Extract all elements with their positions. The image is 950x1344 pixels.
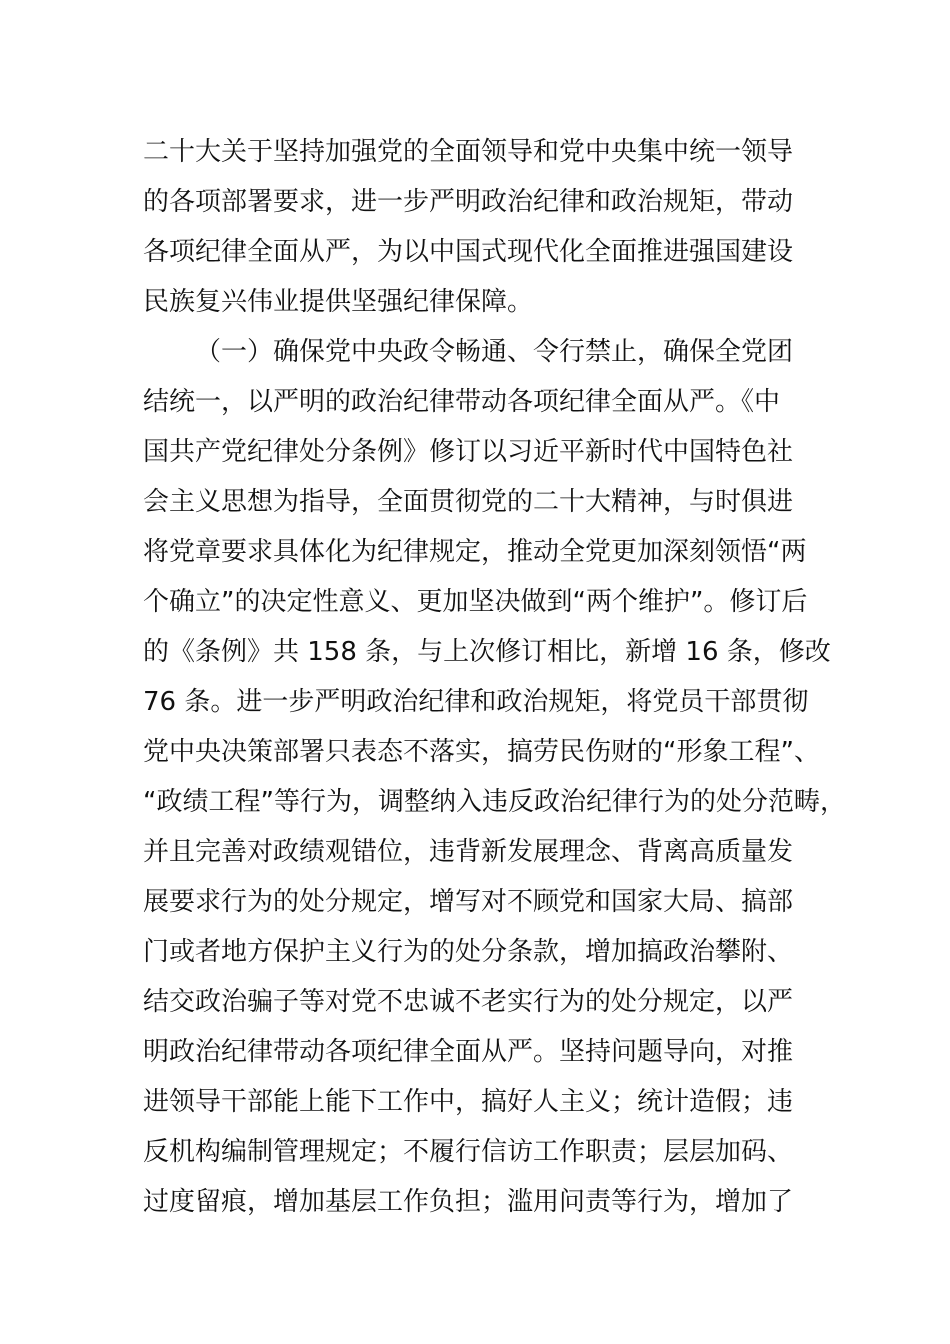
text-line-20: 进领导干部能上能下工作中，搞好人主义；统计造假；违 bbox=[143, 1087, 794, 1117]
text-line-10: 个确立”的决定性意义、更加坚决做到“两个维护”。修订后 bbox=[143, 587, 808, 617]
text-line-4: 民族复兴伟业提供坚强纪律保障。 bbox=[143, 287, 534, 317]
section-heading-line: （一）确保党中央政令畅通、令行禁止，确保全党团 bbox=[195, 337, 794, 367]
text-line-14: “政绩工程”等行为，调整纳入违反政治纪律行为的处分范畴， bbox=[143, 787, 846, 817]
text-line-2: 的各项部署要求，进一步严明政治纪律和政治规矩，带动 bbox=[143, 187, 794, 217]
text-line-19: 明政治纪律带动各项纪律全面从严。坚持问题导向，对推 bbox=[143, 1037, 794, 1067]
body-text bbox=[143, 127, 846, 1227]
text-line-11: 的《条例》共 158 条，与上次修订相比，新增 16 条，修改 bbox=[143, 637, 831, 667]
text-line-7: 国共产党纪律处分条例》修订以习近平新时代中国特色社 bbox=[143, 437, 794, 467]
text-line-12: 76 条。进一步严明政治纪律和政治规矩，将党员干部贯彻 bbox=[143, 687, 809, 717]
text-line-15: 并且完善对政绩观错位，违背新发展理念、背离高质量发 bbox=[143, 837, 794, 867]
text-line-13: 党中央决策部署只表态不落实，搞劳民伤财的“形象工程”、 bbox=[143, 737, 820, 767]
text-line-22: 过度留痕，增加基层工作负担；滥用问责等行为，增加了 bbox=[143, 1187, 794, 1217]
text-line-6: 结统一，以严明的政治纪律带动各项纪律全面从严。《中 bbox=[143, 387, 781, 417]
text-line-17: 门或者地方保护主义行为的处分条款，增加搞政治攀附、 bbox=[143, 937, 794, 967]
text-line-1: 二十大关于坚持加强党的全面领导和党中央集中统一领导 bbox=[143, 137, 794, 167]
text-line-18: 结交政治骗子等对党不忠诚不老实行为的处分规定，以严 bbox=[143, 987, 794, 1017]
text-line-21: 反机构编制管理规定；不履行信访工作职责；层层加码、 bbox=[143, 1137, 794, 1167]
text-line-3: 各项纪律全面从严，为以中国式现代化全面推进强国建设 bbox=[143, 237, 794, 267]
text-line-9: 将党章要求具体化为纪律规定，推动全党更加深刻领悟“两 bbox=[143, 537, 807, 567]
text-line-16: 展要求行为的处分规定，增写对不顾党和国家大局、搞部 bbox=[143, 887, 794, 917]
text-line-8: 会主义思想为指导，全面贯彻党的二十大精神，与时俱进 bbox=[143, 487, 794, 517]
